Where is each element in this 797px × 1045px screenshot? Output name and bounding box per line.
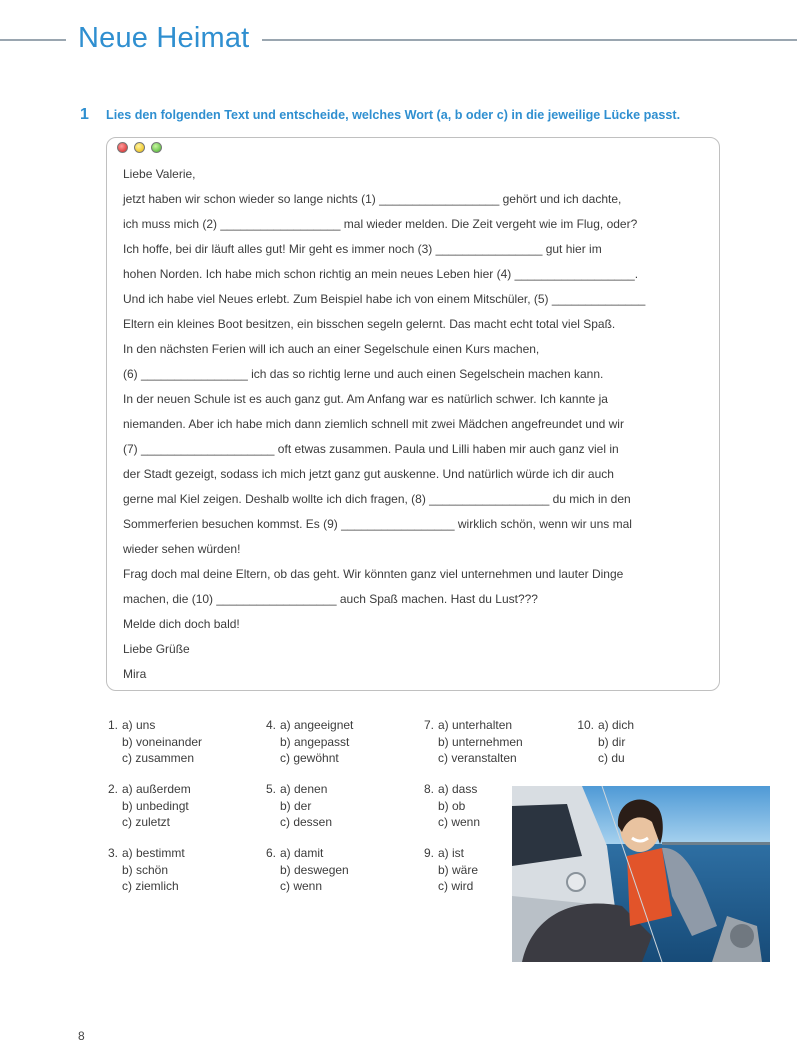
option-number: 2. bbox=[107, 782, 118, 796]
close-dot-icon bbox=[117, 142, 128, 153]
option-group-3 bbox=[96, 845, 185, 895]
letter-line: Liebe Valerie, bbox=[123, 167, 196, 181]
minimize-dot-icon bbox=[134, 142, 145, 153]
letter-line: wieder sehen würden! bbox=[123, 542, 241, 556]
option-a: a) damit bbox=[280, 846, 324, 860]
option-group-7 bbox=[412, 717, 523, 767]
option-number: 3. bbox=[107, 846, 118, 860]
option-c: c) ziemlich bbox=[122, 879, 179, 893]
letter-line: der Stadt gezeigt, sodass ich mich jetzt ganz gut auskenne. Und natürlich würde ich dir auch bbox=[123, 467, 614, 481]
letter-line: Sommerferien besuchen kommst. Es (9) _________________ wirklich schön, wenn wir uns mal bbox=[123, 517, 632, 531]
option-b: b) wäre bbox=[438, 862, 479, 877]
option-a: a) uns bbox=[122, 718, 156, 732]
header-rule-left bbox=[0, 39, 66, 41]
option-group-9 bbox=[412, 845, 478, 895]
option-number: 1. bbox=[107, 718, 118, 732]
letter-line: jetzt haben wir schon wieder so lange nichts (1) __________________ gehört und ich dachte, bbox=[123, 192, 622, 206]
option-number: 8. bbox=[423, 782, 434, 796]
letter-line: gerne mal Kiel zeigen. Deshalb wollte ich dich fragen, (8) __________________ du mich in den bbox=[123, 492, 631, 506]
option-c: c) zusammen bbox=[122, 751, 195, 765]
option-c: c) gewöhnt bbox=[280, 751, 339, 765]
letter-line: Mira bbox=[123, 667, 147, 681]
option-group-10 bbox=[572, 717, 634, 767]
option-a: a) dass bbox=[438, 782, 478, 796]
option-group-1 bbox=[96, 717, 202, 767]
option-b: b) dir bbox=[598, 734, 626, 749]
option-group-4 bbox=[254, 717, 353, 767]
option-b: b) unbedingt bbox=[122, 798, 189, 813]
letter-line: ich muss mich (2) __________________ mal wieder melden. Die Zeit vergeht wie im Flug, oder? bbox=[123, 217, 638, 231]
letter-line: Ich hoffe, bei dir läuft alles gut! Mir geht es immer noch (3) ________________ gut hier im bbox=[123, 242, 602, 256]
maximize-dot-icon bbox=[151, 142, 162, 153]
option-number: 7. bbox=[423, 718, 434, 732]
page-number: 8 bbox=[78, 1029, 85, 1043]
page-title: Neue Heimat bbox=[78, 22, 250, 54]
letter-line: In den nächsten Ferien will ich auch an einer Segelschule einen Kurs machen, bbox=[123, 342, 540, 356]
option-b: b) voneinander bbox=[122, 734, 203, 749]
option-a: a) denen bbox=[280, 782, 328, 796]
option-b: b) ob bbox=[438, 798, 466, 813]
letter-line: Liebe Grüße bbox=[123, 642, 190, 656]
option-number: 4. bbox=[265, 718, 276, 732]
task-instruction: Lies den folgenden Text und entscheide, welches Wort (a, b oder c) in die jeweilige Lücke passt. bbox=[106, 108, 681, 122]
option-number: 6. bbox=[265, 846, 276, 860]
letter-window bbox=[106, 137, 720, 691]
option-number: 10. bbox=[577, 718, 594, 732]
task-number: 1 bbox=[80, 106, 89, 123]
option-b: b) unternehmen bbox=[438, 734, 523, 749]
option-a: a) unterhalten bbox=[438, 718, 513, 732]
option-c: c) wird bbox=[438, 879, 474, 893]
option-b: b) schön bbox=[122, 862, 169, 877]
option-c: c) veranstalten bbox=[438, 751, 517, 765]
option-c: c) wenn bbox=[280, 879, 323, 893]
header-rule-right bbox=[262, 39, 797, 41]
option-c: c) zuletzt bbox=[122, 815, 171, 829]
sailing-girl-photo bbox=[512, 786, 770, 962]
option-b: b) der bbox=[280, 798, 312, 813]
letter-line: niemanden. Aber ich habe mich dann ziemlich schnell mit zwei Mädchen angefreundet und wir bbox=[123, 417, 624, 431]
window-controls bbox=[117, 142, 162, 153]
letter-line: Melde dich doch bald! bbox=[123, 617, 240, 631]
option-group-5 bbox=[254, 781, 332, 831]
option-c: c) du bbox=[598, 751, 625, 765]
letter-line: Eltern ein kleines Boot besitzen, ein bisschen segeln gelernt. Das macht echt total viel Spaß. bbox=[123, 317, 616, 331]
option-number: 5. bbox=[265, 782, 276, 796]
option-a: a) angeeignet bbox=[280, 718, 354, 732]
letter-line: Und ich habe viel Neues erlebt. Zum Beispiel habe ich von einem Mitschüler, (5) ______________ bbox=[123, 292, 646, 306]
letter-line: Frag doch mal deine Eltern, ob das geht. Wir könnten ganz viel unternehmen und lauter Dinge bbox=[123, 567, 624, 581]
option-number: 9. bbox=[423, 846, 434, 860]
option-b: b) angepasst bbox=[280, 734, 350, 749]
letter-line: machen, die (10) __________________ auch Spaß machen. Hast du Lust??? bbox=[123, 592, 538, 606]
letter-line: In der neuen Schule ist es auch ganz gut. Am Anfang war es natürlich schwer. Ich kannte ja bbox=[123, 392, 608, 406]
option-c: c) wenn bbox=[438, 815, 481, 829]
letter-line: (6) ________________ ich das so richtig lerne und auch einen Segelschein machen kann. bbox=[123, 367, 604, 381]
option-b: b) deswegen bbox=[280, 862, 349, 877]
letter-line: (7) ____________________ oft etwas zusammen. Paula und Lilli haben mir auch ganz viel in bbox=[123, 442, 619, 456]
option-group-6 bbox=[254, 845, 349, 895]
option-group-2 bbox=[96, 781, 191, 831]
option-a: a) ist bbox=[438, 846, 465, 860]
option-c: c) dessen bbox=[280, 815, 333, 829]
option-a: a) dich bbox=[598, 718, 635, 732]
option-a: a) außerdem bbox=[122, 782, 191, 796]
option-group-8 bbox=[412, 781, 480, 831]
letter-line: hohen Norden. Ich habe mich schon richtig an mein neues Leben hier (4) __________________. bbox=[123, 267, 639, 281]
option-a: a) bestimmt bbox=[122, 846, 185, 860]
letter-text bbox=[123, 166, 717, 691]
